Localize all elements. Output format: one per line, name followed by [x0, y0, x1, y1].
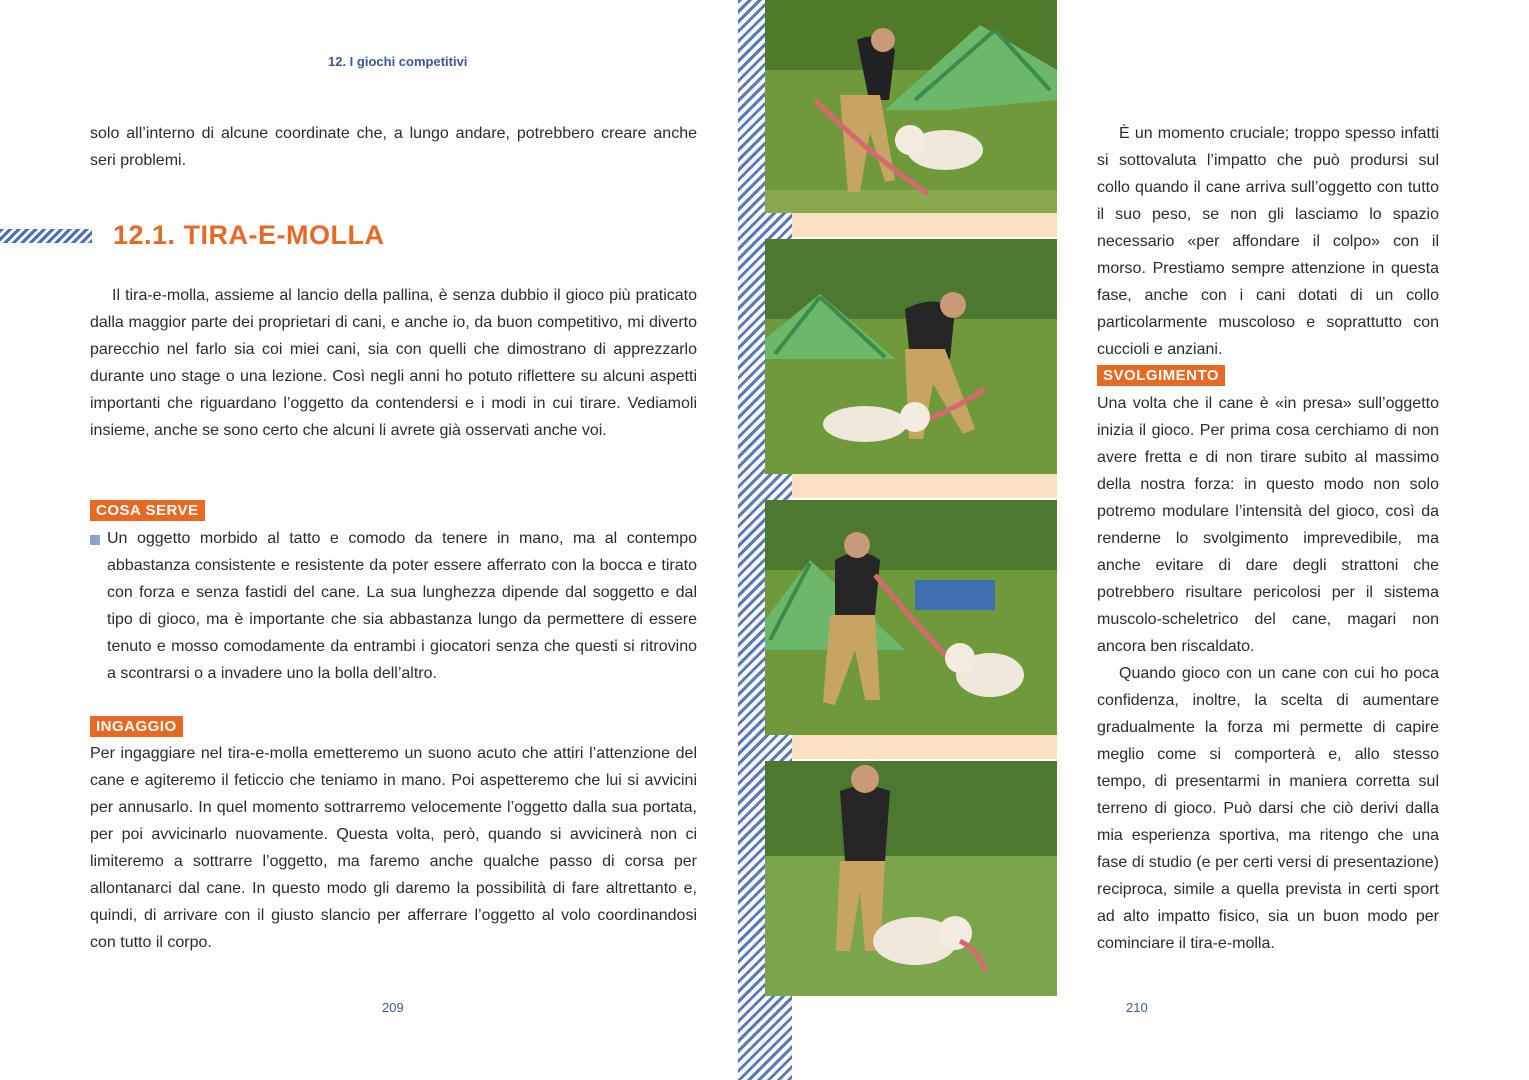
photo-tug-play-4 — [765, 761, 1057, 996]
svolgimento-block — [1097, 390, 1439, 957]
ingaggio-label: INGAGGIO — [90, 716, 183, 737]
photo-tug-play-2 — [765, 239, 1057, 474]
intro-paragraph: solo all’interno di alcune coordinate che, a lungo andare, potrebbero creare anche seri problemi. — [90, 125, 697, 169]
heading-stripes-decoration — [0, 229, 92, 243]
page-number-left: 209 — [382, 1000, 404, 1015]
photo-tug-play-1 — [765, 0, 1057, 213]
page-number-right: 210 — [1126, 1000, 1148, 1015]
svolgimento-label: SVOLGIMENTO — [1097, 365, 1225, 386]
cosa-serve-text: Un oggetto morbido al tatto e comodo da tenere in mano, ma al contempo abbastanza consistente e resistente da poter essere afferrato con la bocca e tirato con forza e senza fastidi del cane. La sua lunghezza dipende dal soggetto e dal tipo di gioco, ma è importante che sia abbastanza lungo da permettere di essere tenuto e mosso comodamente da entrambi i giocatori senza che questi si ritrovino a scontrarsi o a invadere uno la bolla dell’altro. — [107, 530, 697, 682]
peach-band — [792, 735, 1057, 759]
svolgimento-paragraph-2: Quando gioco con un cane con cui ho poca confidenza, inoltre, la scelta di aumentare gradualmente la forza mi permette di capire meglio come si comporterà e, allo stesso tempo, di presentarmi in maniera corretta sul terreno di gioco. Può darsi che ciò derivi dalla mia esperienza sportiva, ma ritengo che una fase di studio (e per certi versi di presentazione) reciproca, simile a quella prevista in certi sport ad alto impatto fisico, sia un buon modo per cominciare il tira-e-molla. — [1097, 665, 1439, 952]
photo-tug-play-3 — [765, 500, 1057, 735]
peach-band — [792, 213, 1057, 237]
ingaggio-paragraph: Per ingaggiare nel tira-e-molla emetteremo un suono acuto che attiri l’attenzione del cane e agiteremo il feticcio che teniamo in mano. Poi aspetteremo che lui si avvicini per annusarlo. In quel momento sottrarremo velocemente l’oggetto dalla sua portata, per poi avvicinarlo nuovamente. Questa volta, però, quando si avvicinerà non ci limiteremo a sottrarre l’oggetto, ma faremo anche qualche passo di corsa per allontanarci dal cane. In questo modo gli daremo la possibilità di fare altrettanto e, quindi, di arrivare con il giusto slancio per afferrare l’oggetto al volo coordinandosi con tutto il corpo. — [90, 745, 697, 951]
svolgimento-paragraph: Una volta che il cane è «in presa» sull’oggetto inizia il gioco. Per prima cosa cerchiamo di non avere fretta e di non tirare subito al massimo della nostra forza: in questo modo non solo potremo modulare l’intensità del gioco, così da renderne lo svolgimento imprevedibile, ma anche evitare di dare degli strattoni che potrebbero risultare pericolosi per il sistema muscolo-scheletrico del cane, magari non ancora ben riscaldato. — [1097, 395, 1439, 655]
tira-e-molla-paragraph: Il tira-e-molla, assieme al lancio della pallina, è senza dubbio il gioco più praticato dalla maggior parte dei proprietari di cani, e anche io, da buon competitivo, mi diverto parecchio nel farlo sia coi miei cani, sia con quelli che dimostrano di apprezzarlo durante uno stage o una lezione. Così negli anni ho potuto riflettere su alcuni aspetti importanti che riguardano l’oggetto da contendersi e i modi in cui tirare. Vediamoli insieme, anche se sono certo che alcuni li avrete già osservati anche voi. — [90, 287, 697, 439]
peach-band — [792, 474, 1057, 498]
section-title: 12.1. TIRA-E-MOLLA — [113, 220, 385, 250]
square-bullet-icon — [90, 535, 100, 545]
running-head: 12. I giochi competitivi — [328, 54, 468, 69]
right-paragraph-1: È un momento cruciale; troppo spesso infatti si sottovaluta l’impatto che può prodursi sul collo quando il cane arriva sull’oggetto con tutto il suo peso, se non gli lasciamo lo spazio necessario «per affondare il colpo» con il morso. Prestiamo sempre attenzione in questa fase, anche con i cani dotati di un collo particolarmente muscoloso e soprattutto con cuccioli e anziani. — [1097, 125, 1439, 358]
left-page — [0, 0, 738, 1080]
cosa-serve-label: COSA SERVE — [90, 500, 205, 521]
